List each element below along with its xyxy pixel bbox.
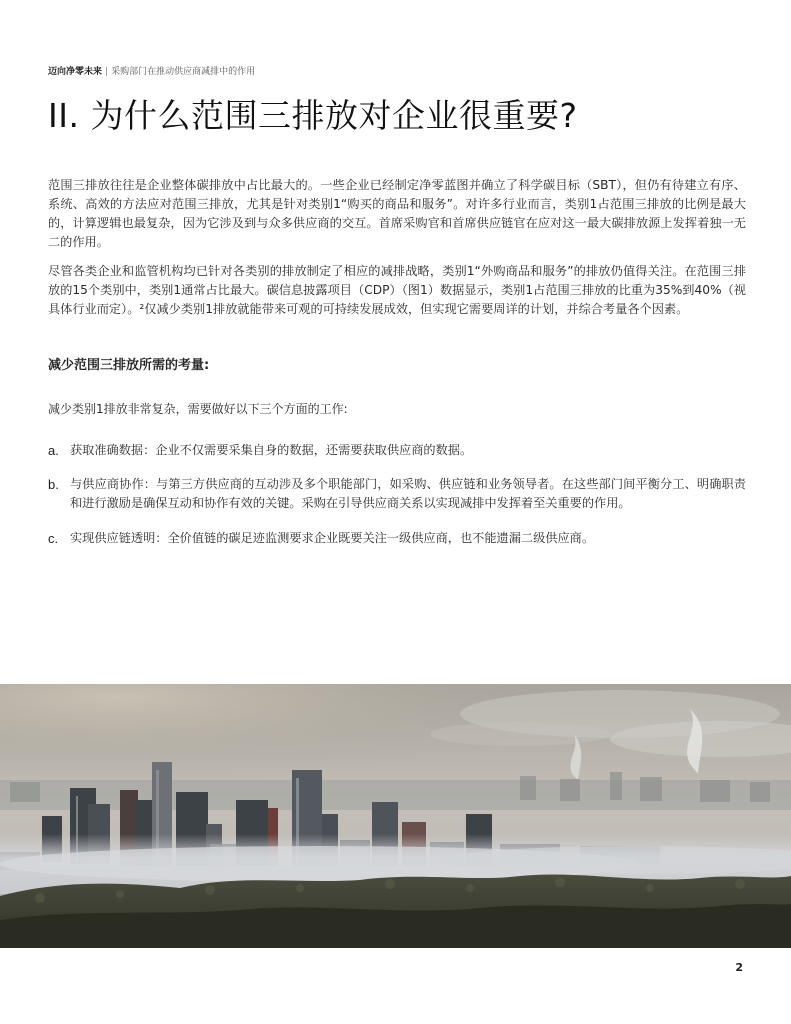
body-paragraph-2: 尽管各类企业和监管机构均已针对各类别的排放制定了相应的减排战略，类别1“外购商品和服务”的排放仍值得关注。在范围三排放的15个类别中，类别1通常占比最大。碳信息披露项目（CDP）（图1）数据显示，类别1占范围三排放的比重为35%到40%（视具体行业而定）。²仅减少类别1排放就能带来可观的可持续发展成效，但实现它需要周详的计划，并综合考量各个因素。 xyxy=(48,264,746,316)
list-item-c xyxy=(48,529,746,548)
city-skyline-photo xyxy=(0,684,791,948)
list-marker: a. xyxy=(48,443,59,458)
list-item-text: 获取准确数据：企业不仅需要采集自身的数据，还需要获取供应商的数据。 xyxy=(70,443,473,457)
page-number: 2 xyxy=(735,961,743,974)
section-subheading: 减少范围三排放所需的考量: xyxy=(48,358,210,373)
list-marker: b. xyxy=(48,477,59,492)
page-title: II. 为什么范围三排放对企业很重要? xyxy=(48,96,578,135)
body-paragraph-1: 范围三排放往往是企业整体碳排放中占比最大的。一些企业已经制定净零蓝图并确立了科学碳目标（SBT），但仍有待建立有序、系统、高效的方法应对范围三排放，尤其是针对类别1“购买的商品和服务”。对许多行业而言，类别1占范围三排放的比例是最大的，计算逻辑也最复杂，因为它涉及到与众多供应商的交互。首席采购官和首席供应链官在应对这一最大碳排放源上发挥着独一无二的作用。 xyxy=(48,178,746,249)
list-marker: c. xyxy=(48,531,59,546)
list-item-a xyxy=(48,441,746,460)
list-item-text: 与供应商协作：与第三方供应商的互动涉及多个职能部门，如采购、供应链和业务领导者。在这些部门间平衡分工、明确职责和进行激励是确保互动和协作有效的关键。采购在引导供应商关系以实现减排中发挥着至关重要的作用。 xyxy=(70,477,746,510)
running-header xyxy=(48,64,255,77)
list-item-text: 实现供应链透明：全价值链的碳足迹监测要求企业既要关注一级供应商，也不能遗漏二级供应商。 xyxy=(70,531,595,545)
list-intro: 减少类别1排放非常复杂，需要做好以下三个方面的工作: xyxy=(48,402,348,416)
list-item-b xyxy=(48,475,746,513)
header-separator: | xyxy=(105,67,109,77)
header-brand: 迈向净零未来 xyxy=(48,67,103,77)
header-subtitle: 采购部门在推动供应商减排中的作用 xyxy=(111,67,256,77)
